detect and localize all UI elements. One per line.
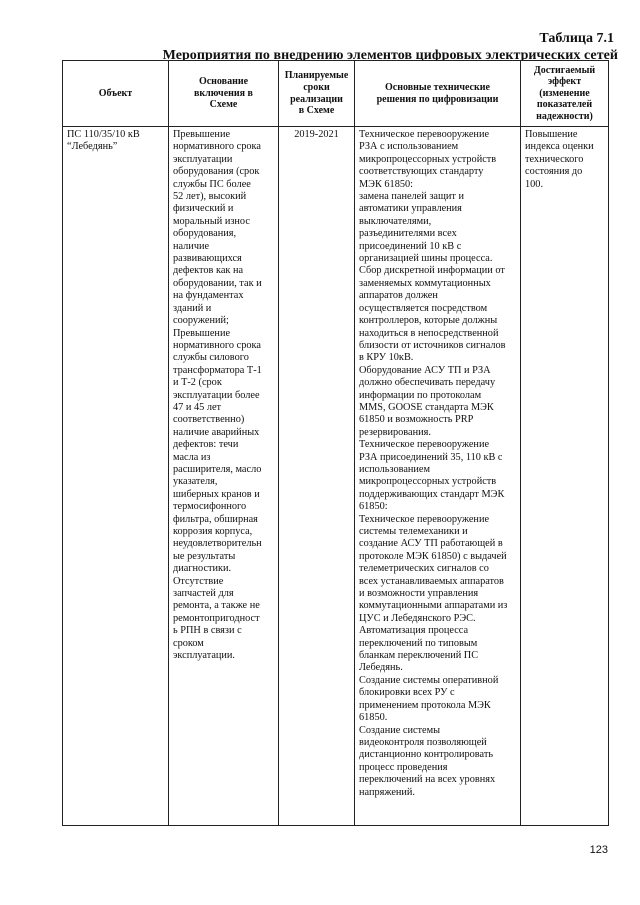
- measures-table: [62, 60, 609, 826]
- cell-effect: [521, 127, 609, 826]
- text-line: указателя,: [173, 476, 218, 488]
- text-line: зданий и: [173, 302, 212, 314]
- cell-object: [63, 127, 169, 826]
- text-line: автоматики управления: [359, 203, 462, 215]
- text-line: неудовлетворительн: [173, 538, 262, 550]
- header-row: [63, 61, 609, 127]
- text-line: на фундаментах: [173, 290, 244, 302]
- text-line: ПС 110/35/10 кВ: [67, 129, 140, 140]
- text-line: и возможности управления: [359, 588, 479, 600]
- text-line: службы силового: [173, 352, 249, 364]
- text-line: состояния до: [525, 166, 583, 178]
- text-line: сооружений;: [173, 315, 229, 327]
- text-line: ремонтопригодност: [173, 612, 260, 624]
- text-line: эксплуатации.: [173, 650, 236, 662]
- text-line: надежности): [536, 110, 593, 122]
- text-line: использованием: [359, 463, 430, 475]
- text-line: всех устанавливаемых аппаратов: [359, 575, 504, 587]
- text-line: в Схеме: [298, 105, 335, 117]
- text-line: РЗА присоединений 35, 110 кВ с: [359, 451, 503, 463]
- text-line: Планируемые: [284, 70, 349, 82]
- header-terms: [279, 61, 355, 127]
- text-line: коммутационными аппаратами из: [359, 600, 508, 612]
- text-line: сроки: [303, 81, 330, 93]
- text-line: замена панелей защит и: [359, 191, 464, 203]
- text-line: организацией шины процесса.: [359, 253, 493, 265]
- cell-basis: [169, 127, 279, 826]
- text-line: включения в: [194, 87, 253, 99]
- text-line: контроллеров, которые должны: [359, 315, 498, 327]
- header-effect: [521, 61, 609, 127]
- text-line: шиберных кранов и: [173, 488, 260, 500]
- text-line: масла из: [173, 451, 211, 463]
- cell-terms: 2019-2021: [279, 127, 355, 826]
- text-line: дистанционно контролировать: [359, 749, 494, 761]
- text-line: эксплуатации более: [173, 389, 260, 401]
- text-line: моральный износ: [173, 215, 250, 227]
- text-line: находиться в непосредственной: [359, 327, 499, 339]
- text-line: решения по цифровизации: [376, 93, 499, 105]
- text-line: коррозия корпуса,: [173, 526, 253, 537]
- text-line: трансформатора Т-1: [173, 364, 262, 376]
- text-line: процесс проведения: [359, 761, 448, 773]
- text-line: нормативного срока: [173, 141, 261, 153]
- text-line: индекса оценки: [525, 141, 594, 153]
- text-line: и Т-2 (срок: [173, 377, 222, 389]
- text-line: телеметрических сигналов со: [359, 563, 489, 575]
- text-line: соответствующих стандарту: [359, 166, 484, 178]
- text-line: оборудования (срок: [173, 166, 260, 178]
- text-line: 52 лет), высокий: [173, 191, 247, 203]
- text-line: присоединений 10 кВ с: [359, 240, 462, 252]
- text-line: соответственно): [173, 414, 245, 426]
- text-line: создание АСУ ТП работающей в: [359, 538, 503, 550]
- header-object: Объект: [63, 61, 169, 127]
- text-line: напряжений.: [359, 786, 415, 798]
- text-line: оборудования,: [173, 228, 237, 240]
- text-line: Техническое перевооружение: [359, 439, 490, 451]
- text-line: близости от источников сигналов: [359, 339, 506, 351]
- text-line: Основание: [198, 76, 249, 88]
- text-line: Техническое перевооружение: [359, 513, 490, 525]
- text-line: Оборудование АСУ ТП и РЗА: [359, 364, 491, 376]
- text-line: нормативного срока: [173, 339, 261, 351]
- cell-solutions: [355, 127, 521, 826]
- text-line: наличие аварийных: [173, 426, 260, 438]
- text-line: сроком: [173, 637, 204, 649]
- text-line: 61850:: [359, 501, 388, 513]
- text-line: диагностики.: [173, 563, 232, 575]
- text-line: заменяемых коммутационных: [359, 277, 491, 289]
- text-line: информации по протоколам: [359, 389, 482, 401]
- text-line: переключений на всех уровнях: [359, 774, 496, 786]
- text-line: расширителя, масло: [173, 463, 262, 475]
- text-line: “Лебедянь”: [67, 141, 118, 153]
- text-line: запчастей для: [173, 588, 234, 600]
- text-line: MMS, GOOSE стандарта МЭК: [359, 401, 494, 413]
- text-line: переключений по типовым: [359, 637, 478, 649]
- table-label: Таблица 7.1: [539, 31, 614, 46]
- text-line: эксплуатации: [173, 153, 233, 165]
- text-line: МЭК 61850:: [359, 178, 413, 190]
- text-line: системы телемеханики и: [359, 526, 468, 537]
- text-line: Повышение: [525, 129, 578, 140]
- text-line: Основные технические: [385, 81, 490, 93]
- text-line: видеоконтроля позволяющей: [359, 736, 487, 748]
- text-line: микропроцессорных устройств: [359, 476, 497, 488]
- text-line: Схеме: [209, 99, 238, 111]
- text-line: ь РПН в связи с: [173, 625, 242, 637]
- text-line: разъединителями всех: [359, 228, 457, 240]
- text-line: Достигаемый: [533, 64, 596, 76]
- text-line: показателей: [536, 99, 593, 111]
- text-line: (изменение: [539, 87, 590, 99]
- text-line: 47 и 45 лет: [173, 401, 222, 413]
- text-line: оборудовании, так и: [173, 277, 262, 289]
- text-line: бланкам переключений ПС: [359, 650, 479, 662]
- text-line: ЦУС и Лебедянского РЭС.: [359, 612, 476, 624]
- text-line: дефектов: течи: [173, 439, 239, 451]
- text-line: Лебедянь.: [359, 662, 403, 674]
- text-line: службы ПС более: [173, 178, 251, 190]
- text-line: физический и: [173, 203, 234, 215]
- text-line: в КРУ 10кВ.: [359, 352, 414, 364]
- text-line: осуществляется посредством: [359, 302, 488, 314]
- text-line: дефектов как на: [173, 265, 244, 277]
- text-line: развивающихся: [173, 253, 242, 265]
- text-line: эффект: [547, 76, 582, 88]
- text-line: 61850 и возможность PRP: [359, 414, 474, 426]
- header-solutions: [355, 61, 521, 127]
- text-line: выключателями,: [359, 215, 432, 227]
- text-line: Отсутствие: [173, 575, 224, 587]
- text-line: резервирования.: [359, 426, 431, 438]
- text-line: 61850.: [359, 712, 388, 724]
- page-number: 123: [589, 844, 608, 856]
- header-basis: [169, 61, 279, 127]
- text-line: Превышение: [173, 327, 231, 339]
- text-line: аппаратов должен: [359, 290, 438, 302]
- text-line: ремонта, а также не: [173, 600, 260, 612]
- table-title: Мероприятия по внедрению элементов цифровых электрических сетей: [162, 48, 618, 61]
- text-line: Создание системы: [359, 724, 441, 736]
- text-line: должно обеспечивать передачу: [359, 377, 496, 389]
- text-line: микропроцессорных устройств: [359, 153, 497, 165]
- text-line: Создание системы оперативной: [359, 674, 499, 686]
- text-line: Сбор дискретной информации от: [359, 265, 505, 277]
- text-line: фильтра, обширная: [173, 513, 258, 525]
- text-line: реализации: [290, 93, 343, 105]
- text-line: наличие: [173, 240, 210, 252]
- text-line: протоколе МЭК 61850) с выдачей: [359, 550, 507, 562]
- text-line: технического: [525, 153, 584, 165]
- text-line: ые результаты: [173, 550, 236, 562]
- text-line: Превышение: [173, 129, 231, 140]
- text-line: Техническое перевооружение: [359, 129, 490, 140]
- text-line: 100.: [525, 178, 544, 190]
- text-line: применением протокола МЭК: [359, 699, 491, 711]
- text-line: РЗА с использованием: [359, 141, 459, 153]
- table-row: [63, 127, 609, 826]
- text-line: Автоматизация процесса: [359, 625, 469, 637]
- text-line: термосифонного: [173, 501, 247, 513]
- text-line: поддерживающих стандарт МЭК: [359, 488, 505, 500]
- text-line: блокировки всех РУ с: [359, 687, 455, 699]
